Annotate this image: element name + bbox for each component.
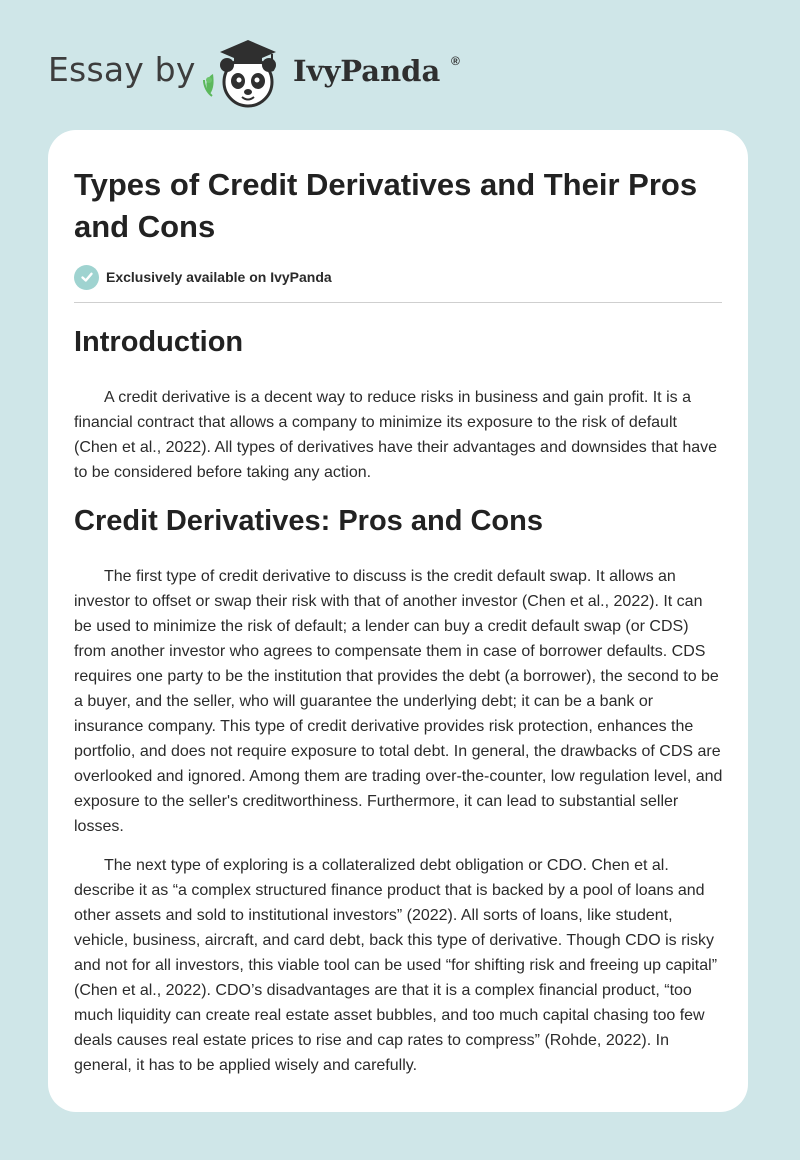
panda-graduate-icon[interactable]: [200, 34, 292, 108]
site-header: [0, 0, 800, 130]
paragraph-cdo: The next type of exploring is a collateralized debt obligation or CDO. Chen et al. describe it as “a complex structured finance product that is backed by a pool of loans and other assets and sold to institutional investors” (2022). All sorts of loans, like student, vehicle, business, aircraft, and card debt, back this type of derivative. Though CDO is risky and not for all investors, this viable tool can be used “for shifting risk and freeing up capital” (Chen et al., 2022). CDO’s disadvantages are that it is a complex financial product, “too much liquidity can create real estate asset bubbles, and too much capital chasing too few deals causes real estate prices to rise and cap rates to compress” (Rohde, 2022). In general, it has to be applied wisely and carefully.: [74, 857, 718, 1074]
page-title: Types of Credit Derivatives and Their Pros and Cons: [74, 167, 698, 244]
essay-by-label: Essay by: [48, 50, 196, 89]
divider: [74, 302, 722, 303]
exclusive-badge: [74, 264, 332, 290]
heading-introduction: Introduction: [74, 326, 244, 358]
heading-pros-cons: Credit Derivatives: Pros and Cons: [74, 505, 543, 537]
paragraph-cds: The first type of credit derivative to discuss is the credit default swap. It allows an investor to offset or swap their risk with that of another investor (Chen et al., 2022). It can be used to minimize the risk of default; a lender can buy a credit default swap (or CDS) from another investor who agrees to compensate them in case of borrower defaults. CDS requires one party to be the institution that provides the debt (a borrower), the second to be a buyer, and the seller, who will guarantee the underlying debt; it can be a bank or insurance company. This type of credit derivative provides risk protection, enhances the portfolio, and does not require exposure to total debt. In general, the drawbacks of CDS are overlooked and ignored. Among them are trading over-the-counter, low regulation level, and exposure to the seller's creditworthiness. Furthermore, it can lead to substantial seller losses.: [74, 568, 723, 835]
paragraph-introduction: A credit derivative is a decent way to reduce risks in business and gain profit. It is a financial contract that allows a company to minimize its exposure to the risk of default (Chen et al., 2022). All types of derivatives have their advantages and downsides that have to be considered before taking any action.: [74, 389, 718, 481]
registered-mark: ®: [451, 54, 460, 68]
brand-name[interactable]: IvyPanda: [293, 54, 441, 88]
essay-card: [48, 130, 748, 1112]
badge-label: Exclusively available on IvyPanda: [106, 269, 332, 285]
check-circle-icon: [74, 265, 99, 290]
